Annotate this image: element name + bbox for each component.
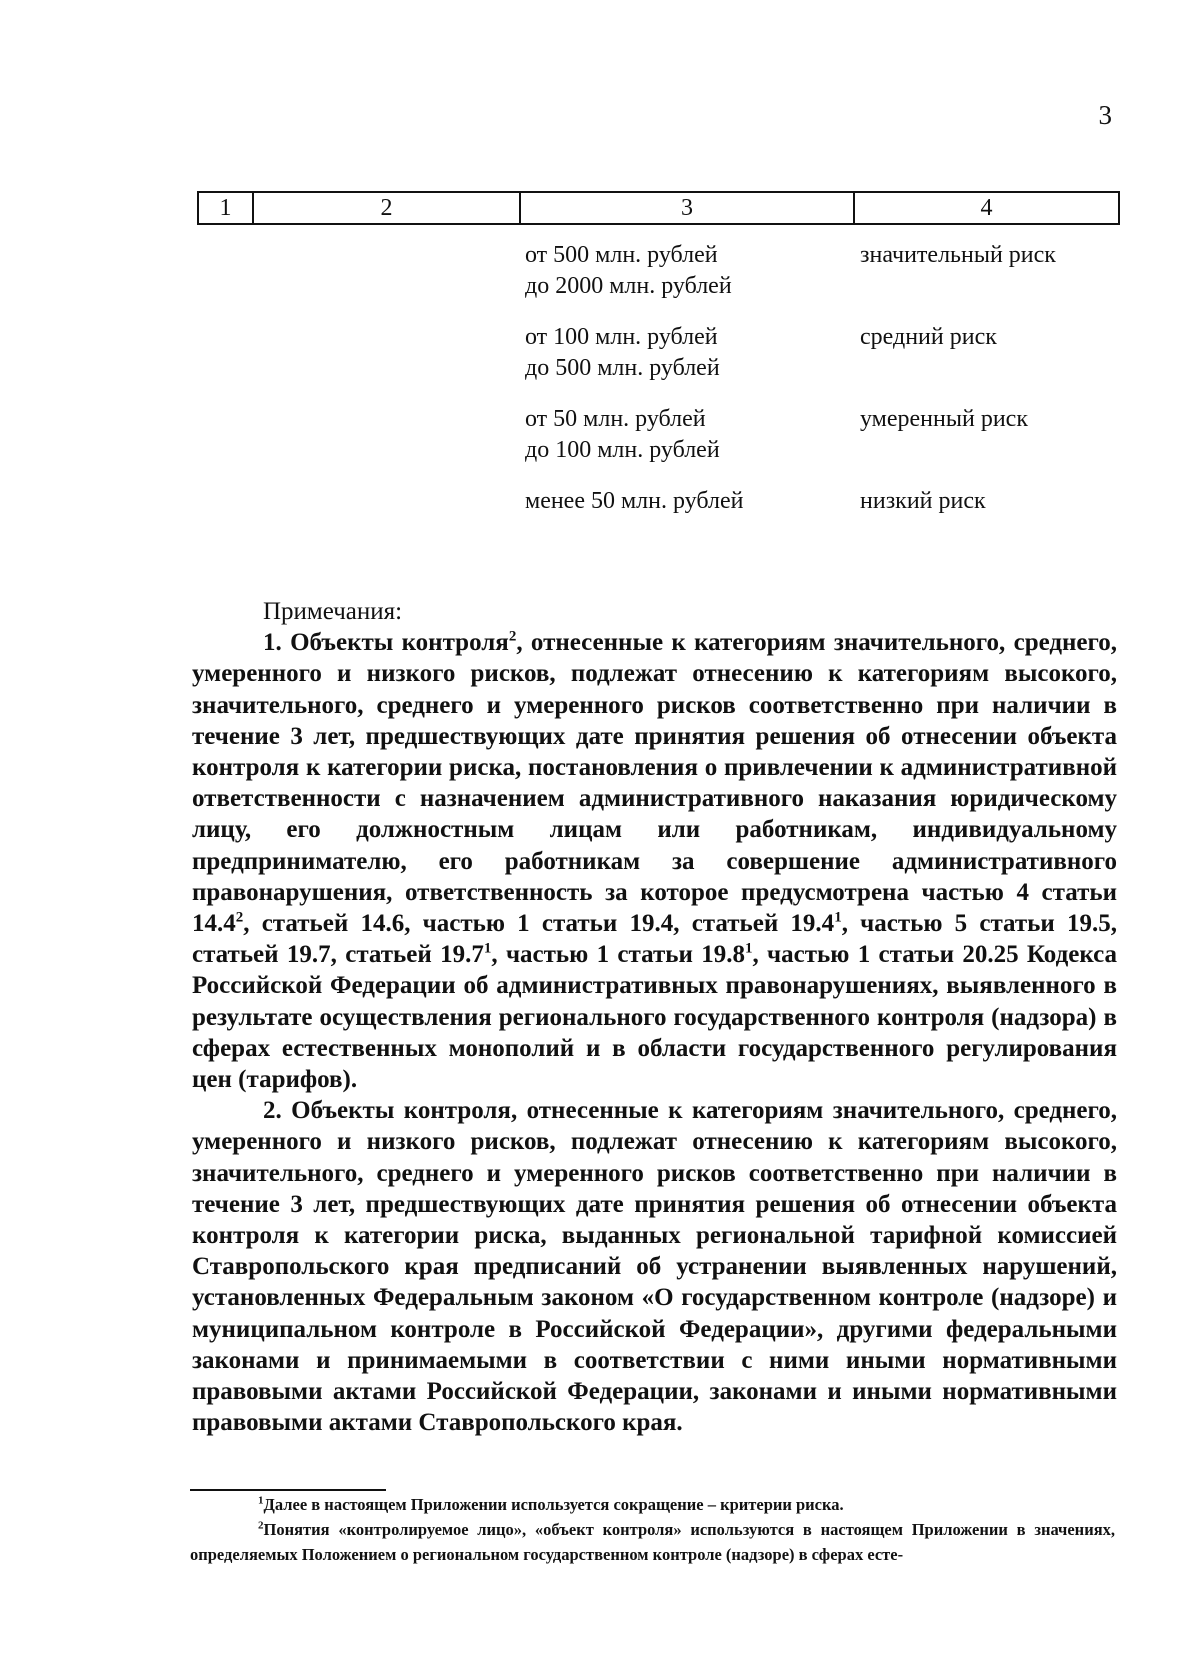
note-text: , частью 1 статьи 19.8 <box>491 941 745 969</box>
footnote-2 <box>190 1517 1115 1567</box>
note-text: , статьей 14.6, частью 1 статьи 19.4, статьей 19.4 <box>243 910 835 938</box>
risk-level-cell: умеренный риск <box>860 406 1028 432</box>
risk-range-cell: от 100 млн. рублей до 500 млн. рублей <box>525 324 720 381</box>
note-paragraph-2: 2. Объекты контроля, отнесенные к категориям значительного, среднего, умеренного и низкого рисков, подлежат отнесению к категориям высокого, значительного, среднего и умеренного рисков соответственно при наличии в течение 3 лет, предшествующих дате принятия решения об отнесении объекта контроля к категории риска, выданных региональной тарифной комиссией Ставропольского края предписаний об устранении выявленных нарушений, установленных Федеральным законом «О государственном контроле (надзоре) и муниципальном контроле в Российской Федерации», другими федеральными законами и принимаемыми в соответствии с ними иными нормативными правовыми актами Российской Федерации, законами и иными нормативными правовыми актами Ставропольского края. <box>192 1097 1117 1437</box>
risk-range-cell: от 50 млн. рублей до 100 млн. рублей <box>525 406 720 463</box>
notes-section <box>192 596 1117 1438</box>
table-header-cell-1: 1 <box>199 193 254 223</box>
footnote-text: Далее в настоящем Приложении используется сокращение – критерии риска. <box>263 1495 844 1514</box>
table-header-row <box>197 191 1120 225</box>
footnote-1 <box>190 1492 1115 1517</box>
risk-table-body <box>525 240 1115 537</box>
risk-range-cell: менее 50 млн. рублей <box>525 488 744 514</box>
note-text: , отнесенные к категориям значительного, среднего, умеренного и низкого рисков, подлежат отнесению к категориям высокого, значительного, среднего и умеренного рисков соответственно при наличии в течение 3 лет, предшествующих дате принятия решения об отнесении объекта контроля к категории риска, постановления о привлечении к административной ответственности с назначением административного наказания юридическому лицу, его должностным лицам или работникам, индивидуальному предпринимателю, его работникам за совершение административного правонарушения, ответственность за которое предусмотрена частью 4 статьи 14.4 <box>192 629 1117 938</box>
footnote-marker: 1 <box>258 1494 264 1507</box>
footnotes-section <box>190 1492 1115 1567</box>
footnote-divider <box>190 1489 386 1491</box>
superscript: 1 <box>483 940 492 957</box>
notes-title: Примечания: <box>263 598 403 625</box>
table-row <box>525 486 1115 517</box>
table-header-cell-3: 3 <box>521 193 855 223</box>
table-row <box>525 322 1115 384</box>
footnote-marker: 2 <box>258 1519 264 1532</box>
table-header-cell-4: 4 <box>980 195 993 221</box>
table-header-cell-2: 2 <box>254 193 521 223</box>
risk-level-cell: средний риск <box>860 324 997 350</box>
risk-range-cell: от 500 млн. рублей до 2000 млн. рублей <box>525 242 732 299</box>
superscript: 1 <box>834 909 842 926</box>
footnote-ref: 2 <box>508 628 517 645</box>
note-text: , частью 1 статьи 20.25 Кодекса Российской Федерации об административных правонарушениях, выявленного в результате осуществления регионального государственного контроля (надзора) в сферах естественных монополий и в области государственного регулирования цен (тарифов). <box>192 941 1118 1094</box>
superscript: 1 <box>744 940 753 957</box>
table-row <box>525 404 1115 466</box>
risk-level-cell: значительный риск <box>860 242 1056 268</box>
footnote-text: Понятия «контролируемое лицо», «объект контроля» используются в настоящем Приложении в значениях, определяемых Положением о региональном государственном контроле (надзоре) в сферах есте- <box>190 1520 1115 1564</box>
risk-level-cell: низкий риск <box>860 488 986 514</box>
table-row <box>525 240 1115 302</box>
note-text: , частью 5 статьи 19.5, статьей 19.7, статьей 19.7 <box>192 910 1117 969</box>
note-text: 1. Объекты контроля <box>263 629 509 657</box>
note-paragraph-1 <box>192 627 1117 1095</box>
page-number: 3 <box>1098 100 1112 130</box>
superscript: 2 <box>235 909 244 926</box>
